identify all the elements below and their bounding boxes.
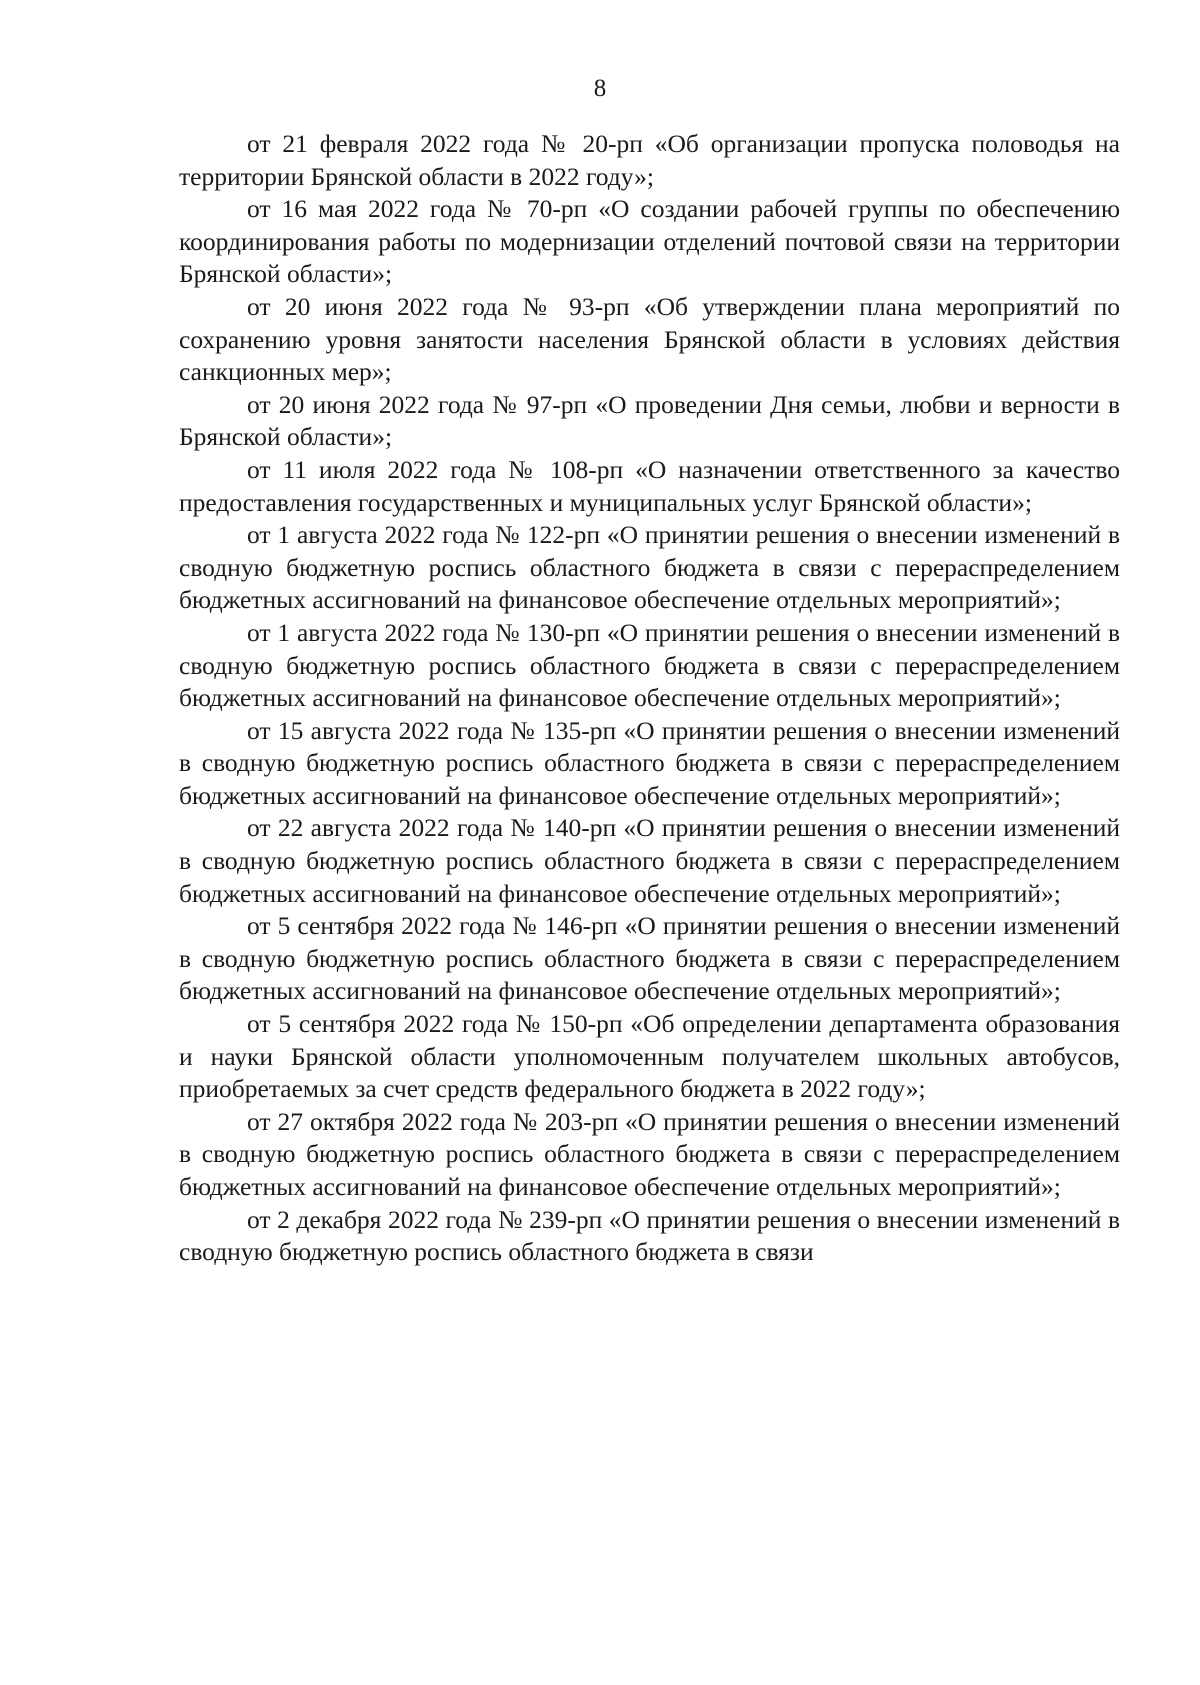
page-number: 8	[593, 75, 607, 102]
list-item: от 2 декабря 2022 года № 239-рп «О принятии решения о внесении изменений в сводную бюджетную роспись областного бюджета в связи	[179, 1204, 1120, 1267]
list-item: от 21 февраля 2022 года № 20-рп «Об организации пропуска половодья на территории Брянской области в 2022 году»;	[179, 129, 1120, 191]
list-item: от 1 августа 2022 года № 122-рп «О принятии решения о внесении изменений в сводную бюджетную роспись областного бюджета в связи с перераспределением бюджетных ассигнований на финансовое обеспечение отдельных мероприятий»;	[179, 520, 1120, 615]
list-item: от 22 августа 2022 года № 140-рп «О принятии решения о внесении изменений в сводную бюджетную роспись областного бюджета в связи с перераспределением бюджетных ассигнований на финансовое обеспечение отдельных мероприятий»;	[179, 813, 1120, 908]
list-item: от 5 сентября 2022 года № 150-рп «Об определении департамента образования и науки Брянской области уполномоченным получателем школьных автобусов, приобретаемых за счет средств федерального бюджета в 2022 году»;	[179, 1009, 1120, 1104]
list-item: от 11 июля 2022 года № 108-рп «О назначении ответственного за качество предоставления государственных и муниципальных услуг Брянской области»;	[179, 454, 1120, 517]
list-item: от 27 октября 2022 года № 203-рп «О принятии решения о внесении изменений в сводную бюджетную роспись областного бюджета в связи с перераспределением бюджетных ассигнований на финансовое обеспечение отдельных мероприятий»;	[179, 1106, 1120, 1201]
list-item: от 20 июня 2022 года № 93-рп «Об утверждении плана мероприятий по сохранению уровня занятости населения Брянской области в условиях действия санкционных мер»;	[179, 291, 1120, 387]
list-item: от 20 июня 2022 года № 97-рп «О проведении Дня семьи, любви и верности в Брянской области»;	[179, 389, 1120, 452]
document-body	[179, 128, 1120, 1269]
list-item: от 16 мая 2022 года № 70-рп «О создании рабочей группы по обеспечению координирования работы по модернизации отделений почтовой связи на территории Брянской области»;	[179, 194, 1120, 289]
list-item: от 1 августа 2022 года № 130-рп «О принятии решения о внесении изменений в сводную бюджетную роспись областного бюджета в связи с перераспределением бюджетных ассигнований на финансовое обеспечение отдельных мероприятий»;	[179, 617, 1120, 713]
list-item: от 15 августа 2022 года № 135-рп «О принятии решения о внесении изменений в сводную бюджетную роспись областного бюджета в связи с перераспределением бюджетных ассигнований на финансовое обеспечение отдельных мероприятий»;	[179, 715, 1120, 810]
list-item: от 5 сентября 2022 года № 146-рп «О принятии решения о внесении изменений в сводную бюджетную роспись областного бюджета в связи с перераспределением бюджетных ассигнований на финансовое обеспечение отдельных мероприятий»;	[179, 911, 1120, 1006]
